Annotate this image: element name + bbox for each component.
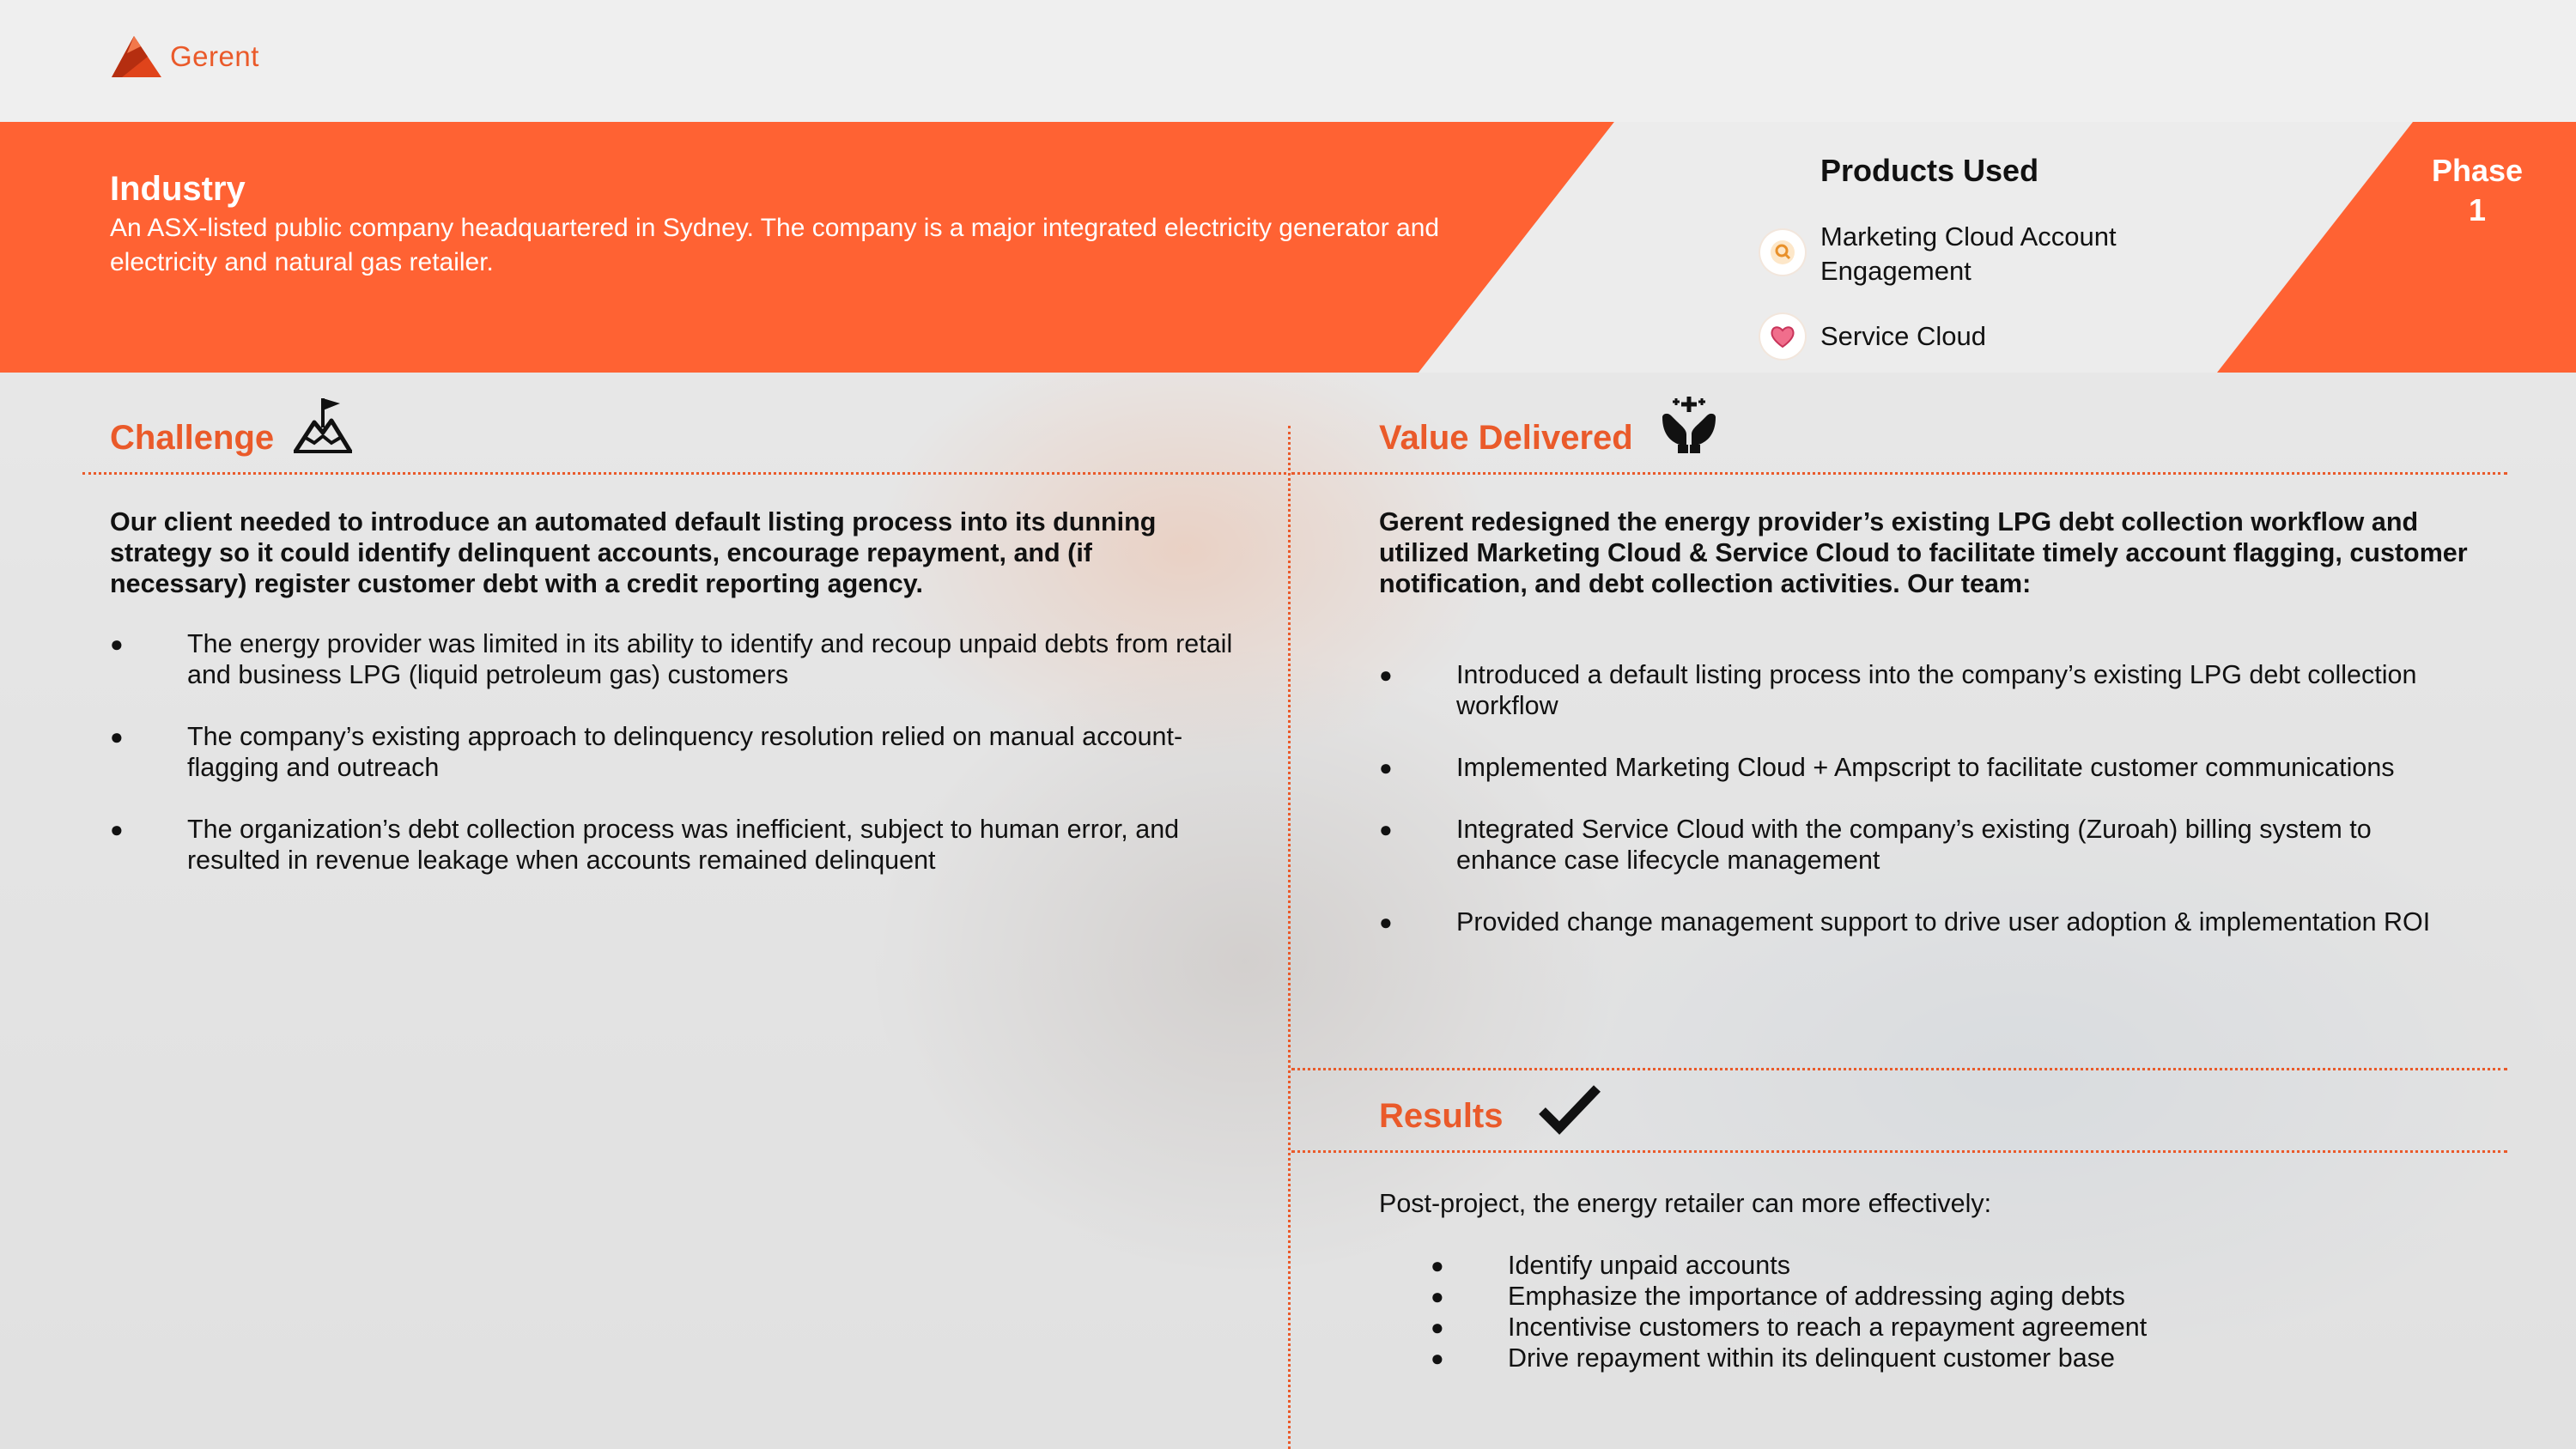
phase-label — [2421, 151, 2533, 230]
challenge-title: Challenge — [110, 419, 275, 457]
phase-word: Phase — [2431, 153, 2524, 188]
list-item — [110, 814, 1261, 876]
bullet-text: The organization’s debt collection process was inefficient, subject to human error, and resulted in revenue leakage when accounts remained delinquent — [187, 815, 1180, 875]
bullet-glyph: ● — [1379, 816, 1393, 842]
list-item — [1431, 1281, 2452, 1312]
bullet-text: Implemented Marketing Cloud + Ampscript to facilitate customer communications — [1456, 753, 2395, 782]
list-item — [1379, 752, 2444, 783]
bullet-glyph: ● — [110, 816, 124, 842]
product-label: Marketing Cloud Account Engagement — [1820, 221, 2117, 286]
bullet-glyph: ● — [1379, 909, 1393, 935]
challenge-divider — [82, 472, 1286, 475]
product-item-marketing-cloud — [1760, 220, 2181, 288]
value-divider — [1291, 472, 2507, 475]
value-intro: Gerent redesigned the energy provider’s existing LPG debt collection workflow and utilized Marketing Cloud & Service Cloud to facilitate timely account flagging, customer notification, and debt collection activities. Our team: — [1379, 507, 2468, 598]
bullet-text: Drive repayment within its delinquent customer base — [1508, 1343, 2115, 1373]
bullet-glyph: ● — [1431, 1345, 1444, 1371]
checkmark-icon — [1537, 1083, 1602, 1137]
challenge-intro: Our client needed to introduce an automated default listing process into its dunning strategy so it could identify delinquent accounts, encourage repayment, and (if necessary) register customer debt with a credit reporting agency. — [110, 507, 1157, 598]
bullet-text: Introduced a default listing process into the company’s existing LPG debt collection workflow — [1456, 660, 2417, 720]
industry-description: An ASX-listed public company headquartered in Sydney. The company is a major integrated electricity generator and electricity and natural gas retailer. — [110, 214, 1440, 276]
bullet-text: Integrated Service Cloud with the company’s existing (Zuroah) billing system to enhance case lifecycle management — [1456, 815, 2372, 875]
bullet-glyph: ● — [1431, 1252, 1444, 1278]
gerent-logo-icon — [110, 34, 163, 79]
bullet-text: Provided change management support to drive user adoption & implementation ROI — [1456, 907, 2431, 937]
list-item — [1379, 814, 2444, 876]
bullet-glyph: ● — [110, 631, 124, 657]
bullet-text: Incentivise customers to reach a repayment agreement — [1508, 1313, 2148, 1342]
mountain-flag-icon — [292, 393, 354, 455]
hands-sparkle-icon — [1657, 391, 1721, 455]
gerent-logo-text: Gerent — [170, 40, 259, 72]
column-divider — [1288, 426, 1291, 1449]
results-title: Results — [1379, 1097, 1504, 1135]
gerent-logo — [110, 34, 259, 79]
industry-title: Industry — [110, 170, 246, 208]
bullet-text: Identify unpaid accounts — [1508, 1251, 1790, 1280]
list-item — [1379, 659, 2444, 721]
bullet-text: Emphasize the importance of addressing aging debts — [1508, 1282, 2125, 1311]
service-cloud-heart-icon — [1760, 314, 1805, 359]
results-top-divider — [1291, 1068, 2507, 1070]
bullet-glyph: ● — [1379, 662, 1393, 688]
list-item — [1431, 1312, 2452, 1343]
product-item-service-cloud — [1760, 314, 1986, 359]
results-bullet-list — [1431, 1250, 2452, 1373]
challenge-bullet-list — [110, 628, 1261, 876]
list-item — [110, 721, 1261, 783]
results-intro: Post-project, the energy retailer can more effectively: — [1379, 1189, 1992, 1218]
product-label: Service Cloud — [1820, 321, 1986, 351]
products-used-title: Products Used — [1820, 153, 2039, 188]
list-item — [1431, 1343, 2452, 1373]
list-item — [1379, 906, 2444, 937]
bullet-text: The company’s existing approach to delinquency resolution relied on manual account-flagging and outreach — [187, 722, 1183, 782]
value-bullet-list — [1379, 659, 2444, 937]
value-delivered-title: Value Delivered — [1379, 419, 1633, 457]
list-item — [1431, 1250, 2452, 1281]
top-bar — [0, 0, 2576, 122]
bullet-glyph: ● — [1431, 1314, 1444, 1340]
results-divider — [1291, 1150, 2507, 1153]
list-item — [110, 628, 1261, 690]
bullet-text: The energy provider was limited in its ability to identify and recoup unpaid debts from retail and business LPG (liquid petroleum gas) customers — [187, 629, 1233, 689]
bullet-glyph: ● — [1431, 1283, 1444, 1309]
bullet-glyph: ● — [110, 724, 124, 749]
marketing-cloud-icon — [1760, 230, 1805, 275]
bullet-glyph: ● — [1379, 755, 1393, 780]
phase-number: 1 — [2468, 192, 2487, 227]
